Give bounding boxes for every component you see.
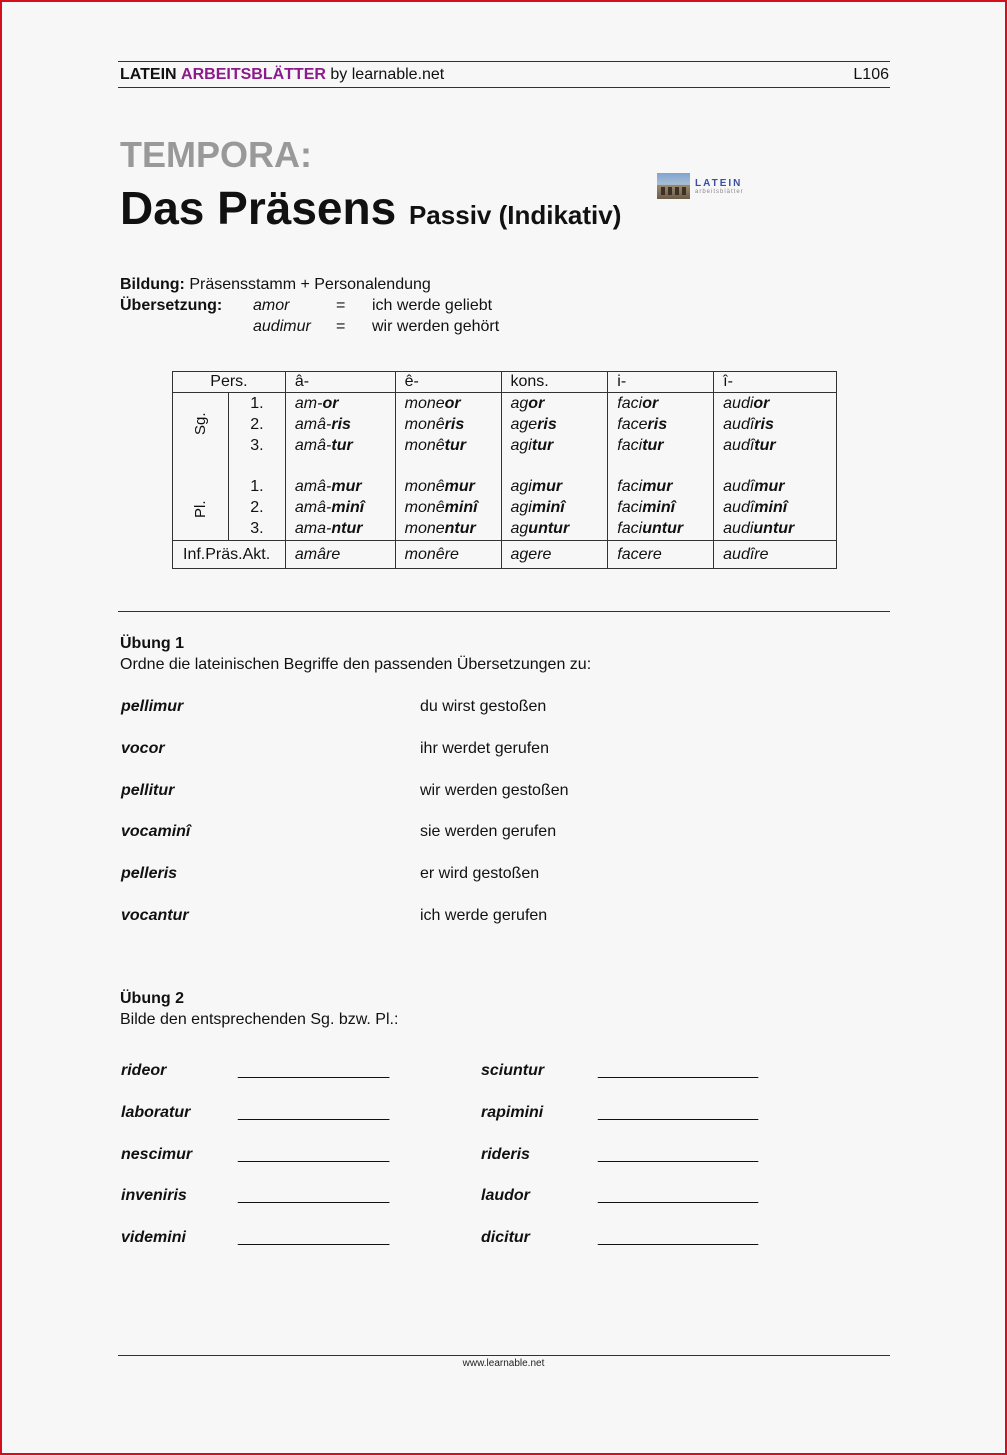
stem: faci — [617, 395, 643, 412]
uebung1-title: Übung 1 — [120, 635, 184, 652]
footer-url: www.learnable.net — [462, 1358, 545, 1369]
conj-form — [511, 456, 608, 477]
stem: mone — [404, 519, 445, 537]
example-german: wir werden gehört — [372, 318, 500, 335]
answer-blank[interactable]: __________________ — [598, 1187, 759, 1205]
ending: ris — [647, 415, 668, 433]
header-cell: i- — [608, 372, 714, 393]
latin-term: inveniris — [121, 1187, 187, 1205]
latin-term: vocor — [121, 739, 165, 757]
ending: ris — [331, 415, 351, 433]
example-latin: audimur — [253, 318, 311, 335]
person-number: 3. — [250, 519, 264, 537]
ending: tur — [642, 436, 664, 454]
stem: faci — [617, 519, 643, 537]
stem: audî — [723, 478, 755, 496]
stem: monê — [404, 415, 445, 433]
stem: faci — [617, 478, 643, 496]
ending: mur — [331, 478, 362, 496]
conj-form — [405, 436, 501, 457]
infinitive-cell: facere — [608, 541, 714, 569]
bildung-text: Präsensstamm + Personalendung — [189, 276, 431, 293]
answer-blank[interactable]: __________________ — [598, 1145, 759, 1163]
infinitive-cell: monêre — [395, 541, 501, 569]
infinitive-cell: amâre — [285, 541, 395, 569]
uebung2-title: Übung 2 — [120, 990, 184, 1007]
conj-form — [405, 456, 501, 477]
ending: minî — [331, 498, 365, 516]
person-number: 3. — [250, 436, 264, 454]
ending: or — [322, 395, 339, 412]
uebersetzung-label: Übersetzung: — [120, 297, 223, 314]
latin-term: pellitur — [121, 781, 175, 799]
conj-form — [295, 456, 395, 477]
conj-form — [511, 519, 608, 540]
plural-label: Pl. — [192, 500, 209, 518]
conj-column — [395, 393, 501, 541]
header-cell: kons. — [501, 372, 608, 393]
header-cell: â- — [285, 372, 395, 393]
conj-column — [501, 393, 608, 541]
conj-column — [608, 393, 714, 541]
conj-form — [405, 394, 501, 415]
example-german: ich werde geliebt — [372, 297, 493, 314]
header-by: by learnable.net — [330, 66, 445, 83]
answer-blank[interactable]: _________________ — [238, 1103, 390, 1121]
conj-form — [617, 456, 713, 477]
ending: or — [753, 395, 770, 412]
header-cell: Pers. — [173, 372, 286, 393]
conj-form — [295, 394, 395, 415]
singular-label: Sg. — [192, 412, 209, 435]
infinitive-cell: agere — [501, 541, 608, 569]
ending: or — [444, 395, 461, 412]
answer-blank[interactable]: _________________ — [238, 1062, 390, 1079]
example-eq: = — [336, 318, 346, 335]
latin-term: laudor — [481, 1187, 530, 1205]
conj-form — [405, 519, 501, 540]
ending: ntur — [331, 519, 363, 537]
divider — [118, 611, 890, 612]
latin-term: pellimur — [121, 698, 184, 715]
infinitive-cell: audîre — [714, 541, 837, 569]
stem: amâ- — [294, 498, 332, 516]
title-sub: Passiv (Indikativ) — [408, 200, 622, 230]
conj-form — [511, 477, 608, 498]
ending: mur — [754, 478, 785, 496]
stem: mone — [404, 395, 445, 412]
conj-form — [617, 415, 713, 436]
title-main: Das Präsens — [120, 182, 397, 234]
bildung-label: Bildung: — [120, 276, 185, 293]
stem: faci — [617, 436, 643, 454]
conj-column — [714, 393, 837, 541]
ending: or — [642, 395, 659, 412]
answer-blank[interactable]: _________________ — [238, 1229, 390, 1247]
stem: face — [617, 415, 648, 433]
person-number: 1. — [250, 395, 264, 412]
stem: audî — [723, 436, 755, 454]
uebung1-instruction: Ordne die lateinischen Begriffe den passenden Übersetzungen zu: — [120, 656, 592, 673]
example-eq: = — [336, 297, 346, 314]
latin-term: rideor — [121, 1062, 167, 1079]
conj-form — [723, 394, 836, 415]
stem: monê — [404, 436, 445, 454]
ending: ris — [754, 415, 774, 433]
answer-blank[interactable]: _________________ — [238, 1145, 390, 1163]
person-number: 2. — [250, 498, 264, 516]
conj-form — [405, 415, 501, 436]
stem: amâ- — [294, 436, 332, 454]
number-label-cell — [173, 393, 229, 541]
ending: ris — [444, 415, 465, 433]
conj-form — [295, 477, 395, 498]
answer-blank[interactable]: _________________ — [238, 1187, 390, 1205]
logo-subtext: arbeitsblätter — [695, 189, 744, 195]
german-translation: du wirst gestoßen — [420, 698, 547, 715]
conj-form — [723, 456, 836, 477]
conj-form — [723, 477, 836, 498]
header-code: L106 — [853, 66, 889, 83]
latin-term: dicitur — [481, 1229, 530, 1247]
conj-form — [617, 519, 713, 540]
conj-form — [405, 498, 501, 519]
header-cell: ê- — [395, 372, 501, 393]
conj-form — [511, 415, 608, 436]
conj-form — [723, 498, 836, 519]
conj-form — [295, 498, 395, 519]
conjugation-table — [172, 371, 837, 569]
latin-term: laboratur — [121, 1103, 191, 1121]
conj-form — [295, 436, 395, 457]
latin-term: pelleris — [121, 865, 178, 883]
answer-blank[interactable]: __________________ — [598, 1103, 759, 1121]
ending: minî — [444, 498, 478, 516]
stem: age — [510, 415, 538, 433]
ending: tur — [754, 436, 776, 454]
ending: tur — [331, 436, 353, 454]
person-number: 1. — [250, 478, 264, 496]
ending: ntur — [444, 519, 476, 537]
latein-logo — [657, 173, 757, 199]
stem: audî — [723, 498, 755, 516]
conj-form — [617, 498, 713, 519]
stem: audi — [723, 395, 754, 412]
header-latein: LATEIN — [120, 66, 177, 83]
conj-form — [295, 519, 395, 540]
stem: monê — [404, 498, 445, 516]
bildung-block — [120, 274, 500, 337]
page-title — [120, 181, 621, 235]
ending: tur — [444, 436, 466, 454]
german-translation: er wird gestoßen — [420, 865, 540, 883]
ending: minî — [642, 498, 676, 516]
latin-term: vocantur — [121, 907, 189, 924]
conj-column — [285, 393, 395, 541]
stem: agi — [510, 436, 532, 454]
latin-term: nescimur — [121, 1145, 193, 1163]
ending: ris — [537, 415, 557, 433]
person-number — [229, 456, 285, 477]
conj-form — [723, 519, 836, 540]
stem: audi — [723, 519, 754, 537]
ending: mur — [642, 478, 673, 496]
stem: audî — [723, 415, 755, 433]
person-number: 2. — [250, 415, 264, 433]
ending: mur — [444, 478, 475, 496]
stem: amâ- — [294, 478, 332, 496]
latin-term: videmini — [121, 1229, 186, 1247]
latin-term: sciuntur — [481, 1062, 545, 1079]
stem: am- — [294, 395, 323, 412]
conj-form — [511, 394, 608, 415]
ending: untur — [528, 519, 570, 537]
stem: monê — [404, 478, 445, 496]
ending: tur — [531, 436, 554, 454]
page-header — [118, 61, 890, 88]
ending: untur — [753, 519, 795, 537]
ending: minî — [754, 498, 788, 516]
stem: faci — [617, 498, 643, 516]
conj-form — [723, 415, 836, 436]
latin-term: vocaminî — [121, 823, 191, 841]
ending: minî — [531, 498, 565, 516]
conj-form — [405, 477, 501, 498]
stem: ag — [510, 519, 529, 537]
german-translation: sie werden gerufen — [420, 823, 557, 841]
german-translation: ich werde gerufen — [420, 907, 548, 924]
uebung2-instruction: Bilde den entsprechenden Sg. bzw. Pl.: — [120, 1011, 399, 1028]
example-latin: amor — [253, 297, 290, 314]
stem: amâ- — [294, 415, 332, 433]
conj-form — [723, 436, 836, 457]
conj-form — [295, 415, 395, 436]
latin-term: rideris — [481, 1145, 530, 1163]
ending: mur — [531, 478, 563, 496]
conj-form — [617, 394, 713, 415]
answer-blank[interactable]: __________________ — [598, 1229, 759, 1247]
ending: or — [528, 395, 545, 412]
header-cell: î- — [714, 372, 837, 393]
section-label: TEMPORA: — [120, 134, 312, 175]
header-arbeitsblaetter: ARBEITSBLÄTTER — [181, 66, 326, 83]
ending: untur — [642, 519, 684, 537]
stem: ama- — [294, 519, 332, 537]
stem: agi — [510, 478, 532, 496]
conj-form — [617, 436, 713, 457]
person-number-column — [228, 393, 285, 541]
footer-divider — [118, 1355, 890, 1356]
logo-text: LATEIN — [695, 178, 743, 189]
colosseum-icon — [657, 173, 690, 199]
conj-form — [511, 498, 608, 519]
german-translation: wir werden gestoßen — [420, 781, 569, 799]
infinitive-label: Inf.Präs.Akt. — [173, 541, 286, 569]
conj-form — [511, 436, 608, 457]
answer-blank[interactable]: __________________ — [598, 1062, 759, 1079]
stem: ag — [510, 395, 529, 412]
stem: agi — [510, 498, 532, 516]
german-translation: ihr werdet gerufen — [420, 739, 549, 757]
latin-term: rapimini — [481, 1103, 544, 1121]
conj-form — [617, 477, 713, 498]
